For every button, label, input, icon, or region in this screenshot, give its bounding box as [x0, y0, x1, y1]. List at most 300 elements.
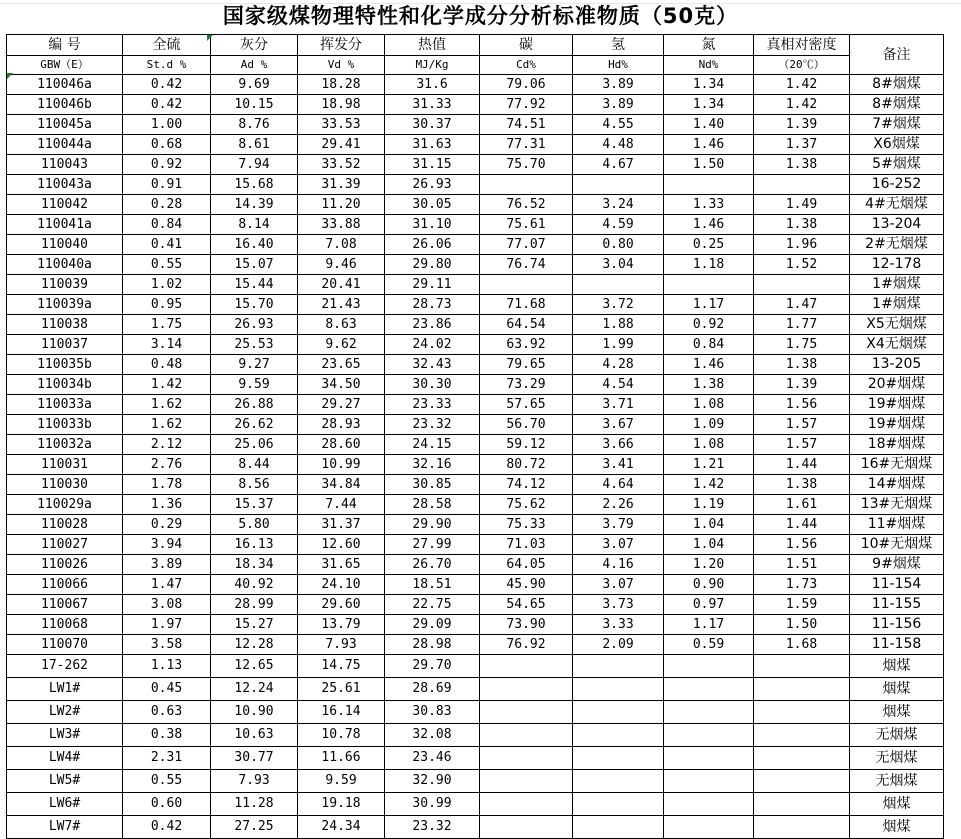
cell-volatile[interactable]: 19.18 — [298, 793, 385, 816]
cell-nitrogen[interactable]: 1.19 — [664, 495, 754, 515]
cell-volatile[interactable]: 7.08 — [298, 235, 385, 255]
cell-volatile[interactable]: 34.50 — [298, 375, 385, 395]
cell-id[interactable]: LW4# — [7, 747, 123, 770]
cell-volatile[interactable]: 14.75 — [298, 655, 385, 678]
cell-volatile[interactable]: 33.88 — [298, 215, 385, 235]
cell-note[interactable]: 14#烟煤 — [850, 475, 944, 495]
cell-carbon[interactable]: 75.61 — [480, 215, 573, 235]
cell-density[interactable]: 1.77 — [754, 315, 850, 335]
cell-sulfur[interactable]: 3.14 — [123, 335, 211, 355]
cell-carbon[interactable]: 79.65 — [480, 355, 573, 375]
cell-volatile[interactable]: 11.20 — [298, 195, 385, 215]
cell-nitrogen[interactable] — [664, 655, 754, 678]
cell-ash[interactable]: 26.62 — [211, 415, 298, 435]
cell-sulfur[interactable]: 0.29 — [123, 515, 211, 535]
cell-id[interactable]: LW2# — [7, 701, 123, 724]
cell-ash[interactable]: 12.24 — [211, 678, 298, 701]
cell-carbon[interactable]: 57.65 — [480, 395, 573, 415]
cell-carbon[interactable] — [480, 770, 573, 793]
cell-ash[interactable]: 18.34 — [211, 555, 298, 575]
cell-heat[interactable]: 30.05 — [385, 195, 480, 215]
cell-id[interactable]: 110037 — [7, 335, 123, 355]
cell-nitrogen[interactable]: 1.34 — [664, 95, 754, 115]
cell-hydrogen[interactable]: 4.54 — [573, 375, 664, 395]
cell-nitrogen[interactable] — [664, 770, 754, 793]
cell-note[interactable]: 烟煤 — [850, 816, 944, 839]
cell-id[interactable]: 110043a — [7, 175, 123, 195]
cell-ash[interactable]: 26.93 — [211, 315, 298, 335]
cell-volatile[interactable]: 24.10 — [298, 575, 385, 595]
cell-carbon[interactable] — [480, 724, 573, 747]
cell-sulfur[interactable]: 0.42 — [123, 816, 211, 839]
cell-density[interactable] — [754, 793, 850, 816]
cell-volatile[interactable]: 34.84 — [298, 475, 385, 495]
cell-id[interactable]: 110044a — [7, 135, 123, 155]
cell-hydrogen[interactable]: 3.89 — [573, 95, 664, 115]
cell-id[interactable]: 110046a — [7, 75, 123, 95]
cell-sulfur[interactable]: 1.02 — [123, 275, 211, 295]
cell-sulfur[interactable]: 1.13 — [123, 655, 211, 678]
cell-volatile[interactable]: 29.41 — [298, 135, 385, 155]
cell-nitrogen[interactable]: 1.33 — [664, 195, 754, 215]
cell-hydrogen[interactable] — [573, 747, 664, 770]
cell-sulfur[interactable]: 0.91 — [123, 175, 211, 195]
cell-carbon[interactable]: 79.06 — [480, 75, 573, 95]
cell-density[interactable] — [754, 678, 850, 701]
cell-note[interactable]: 7#烟煤 — [850, 115, 944, 135]
cell-hydrogen[interactable] — [573, 678, 664, 701]
cell-nitrogen[interactable] — [664, 701, 754, 724]
header-unit-nitrogen[interactable]: Nd% — [664, 56, 754, 75]
cell-nitrogen[interactable]: 0.25 — [664, 235, 754, 255]
cell-carbon[interactable]: 76.92 — [480, 635, 573, 655]
cell-hydrogen[interactable] — [573, 724, 664, 747]
cell-heat[interactable]: 28.73 — [385, 295, 480, 315]
cell-ash[interactable]: 10.63 — [211, 724, 298, 747]
cell-id[interactable]: 110028 — [7, 515, 123, 535]
cell-density[interactable]: 1.59 — [754, 595, 850, 615]
cell-ash[interactable]: 40.92 — [211, 575, 298, 595]
cell-density[interactable]: 1.50 — [754, 615, 850, 635]
cell-volatile[interactable]: 10.78 — [298, 724, 385, 747]
cell-note[interactable]: 无烟煤 — [850, 724, 944, 747]
cell-sulfur[interactable]: 0.95 — [123, 295, 211, 315]
cell-note[interactable]: 1#烟煤 — [850, 275, 944, 295]
cell-id[interactable]: LW1# — [7, 678, 123, 701]
cell-carbon[interactable]: 64.54 — [480, 315, 573, 335]
cell-note[interactable]: 19#烟煤 — [850, 395, 944, 415]
cell-ash[interactable]: 16.40 — [211, 235, 298, 255]
cell-id[interactable]: 110068 — [7, 615, 123, 635]
cell-sulfur[interactable]: 3.89 — [123, 555, 211, 575]
cell-hydrogen[interactable] — [573, 816, 664, 839]
cell-volatile[interactable]: 7.44 — [298, 495, 385, 515]
cell-volatile[interactable]: 10.99 — [298, 455, 385, 475]
cell-density[interactable] — [754, 724, 850, 747]
cell-ash[interactable]: 7.93 — [211, 770, 298, 793]
cell-ash[interactable]: 15.44 — [211, 275, 298, 295]
cell-heat[interactable]: 26.70 — [385, 555, 480, 575]
cell-id[interactable]: 17-262 — [7, 655, 123, 678]
cell-heat[interactable]: 23.46 — [385, 747, 480, 770]
cell-carbon[interactable]: 71.68 — [480, 295, 573, 315]
cell-heat[interactable]: 30.30 — [385, 375, 480, 395]
cell-hydrogen[interactable]: 1.99 — [573, 335, 664, 355]
cell-sulfur[interactable]: 3.58 — [123, 635, 211, 655]
cell-heat[interactable]: 23.32 — [385, 415, 480, 435]
header-cell-volatile[interactable]: 挥发分 — [298, 35, 385, 56]
cell-hydrogen[interactable]: 3.07 — [573, 575, 664, 595]
header-cell-density[interactable]: 真相对密度 — [754, 35, 850, 56]
cell-note[interactable]: 11-154 — [850, 575, 944, 595]
cell-ash[interactable]: 25.53 — [211, 335, 298, 355]
cell-ash[interactable]: 8.56 — [211, 475, 298, 495]
cell-ash[interactable]: 11.28 — [211, 793, 298, 816]
cell-heat[interactable]: 31.10 — [385, 215, 480, 235]
cell-carbon[interactable]: 75.70 — [480, 155, 573, 175]
cell-volatile[interactable]: 21.43 — [298, 295, 385, 315]
cell-volatile[interactable]: 12.60 — [298, 535, 385, 555]
cell-ash[interactable]: 15.68 — [211, 175, 298, 195]
cell-density[interactable]: 1.51 — [754, 555, 850, 575]
cell-id[interactable]: LW6# — [7, 793, 123, 816]
cell-hydrogen[interactable]: 4.55 — [573, 115, 664, 135]
cell-hydrogen[interactable]: 2.09 — [573, 635, 664, 655]
cell-carbon[interactable]: 56.70 — [480, 415, 573, 435]
cell-nitrogen[interactable] — [664, 275, 754, 295]
cell-hydrogen[interactable]: 0.80 — [573, 235, 664, 255]
cell-density[interactable] — [754, 701, 850, 724]
cell-heat[interactable]: 31.15 — [385, 155, 480, 175]
cell-sulfur[interactable]: 0.41 — [123, 235, 211, 255]
cell-density[interactable]: 1.47 — [754, 295, 850, 315]
cell-id[interactable]: LW5# — [7, 770, 123, 793]
cell-sulfur[interactable]: 0.28 — [123, 195, 211, 215]
cell-ash[interactable]: 8.44 — [211, 455, 298, 475]
cell-volatile[interactable]: 18.28 — [298, 75, 385, 95]
cell-heat[interactable]: 23.32 — [385, 816, 480, 839]
header-unit-volatile[interactable]: Vd % — [298, 56, 385, 75]
cell-sulfur[interactable]: 0.55 — [123, 770, 211, 793]
cell-density[interactable]: 1.57 — [754, 415, 850, 435]
cell-sulfur[interactable]: 2.31 — [123, 747, 211, 770]
cell-volatile[interactable]: 7.93 — [298, 635, 385, 655]
cell-nitrogen[interactable]: 1.46 — [664, 215, 754, 235]
cell-heat[interactable]: 31.33 — [385, 95, 480, 115]
cell-density[interactable]: 1.38 — [754, 215, 850, 235]
cell-id[interactable]: 110030 — [7, 475, 123, 495]
cell-sulfur[interactable]: 0.92 — [123, 155, 211, 175]
cell-id[interactable]: 110045a — [7, 115, 123, 135]
header-unit-hydrogen[interactable]: Hd% — [573, 56, 664, 75]
cell-carbon[interactable]: 63.92 — [480, 335, 573, 355]
cell-density[interactable]: 1.75 — [754, 335, 850, 355]
cell-carbon[interactable]: 73.29 — [480, 375, 573, 395]
cell-density[interactable] — [754, 770, 850, 793]
cell-ash[interactable]: 28.99 — [211, 595, 298, 615]
cell-note[interactable]: 烟煤 — [850, 655, 944, 678]
cell-ash[interactable]: 8.76 — [211, 115, 298, 135]
cell-density[interactable]: 1.38 — [754, 355, 850, 375]
cell-note[interactable]: 无烟煤 — [850, 770, 944, 793]
cell-carbon[interactable] — [480, 747, 573, 770]
cell-ash[interactable]: 9.59 — [211, 375, 298, 395]
cell-hydrogen[interactable] — [573, 701, 664, 724]
cell-ash[interactable]: 15.27 — [211, 615, 298, 635]
cell-hydrogen[interactable]: 4.28 — [573, 355, 664, 375]
cell-nitrogen[interactable] — [664, 816, 754, 839]
cell-heat[interactable]: 24.15 — [385, 435, 480, 455]
cell-nitrogen[interactable]: 1.18 — [664, 255, 754, 275]
cell-hydrogen[interactable]: 3.24 — [573, 195, 664, 215]
cell-note[interactable]: 10#无烟煤 — [850, 535, 944, 555]
cell-carbon[interactable]: 80.72 — [480, 455, 573, 475]
cell-carbon[interactable]: 64.05 — [480, 555, 573, 575]
cell-hydrogen[interactable]: 4.48 — [573, 135, 664, 155]
cell-ash[interactable]: 14.39 — [211, 195, 298, 215]
cell-nitrogen[interactable]: 1.09 — [664, 415, 754, 435]
cell-id[interactable]: 110041a — [7, 215, 123, 235]
cell-ash[interactable]: 10.90 — [211, 701, 298, 724]
cell-density[interactable]: 1.56 — [754, 535, 850, 555]
header-cell-note[interactable]: 备注 — [850, 35, 944, 75]
cell-note[interactable]: 8#烟煤 — [850, 95, 944, 115]
cell-nitrogen[interactable]: 1.38 — [664, 375, 754, 395]
cell-ash[interactable]: 25.06 — [211, 435, 298, 455]
cell-carbon[interactable]: 75.33 — [480, 515, 573, 535]
cell-sulfur[interactable]: 0.42 — [123, 75, 211, 95]
cell-heat[interactable]: 27.99 — [385, 535, 480, 555]
cell-note[interactable]: 20#烟煤 — [850, 375, 944, 395]
cell-id[interactable]: 110042 — [7, 195, 123, 215]
cell-density[interactable]: 1.96 — [754, 235, 850, 255]
cell-ash[interactable]: 26.88 — [211, 395, 298, 415]
cell-hydrogen[interactable]: 1.88 — [573, 315, 664, 335]
cell-carbon[interactable]: 77.31 — [480, 135, 573, 155]
cell-sulfur[interactable]: 1.42 — [123, 375, 211, 395]
cell-note[interactable]: 5#烟煤 — [850, 155, 944, 175]
cell-heat[interactable]: 32.43 — [385, 355, 480, 375]
cell-heat[interactable]: 29.11 — [385, 275, 480, 295]
cell-ash[interactable]: 30.77 — [211, 747, 298, 770]
cell-sulfur[interactable]: 1.78 — [123, 475, 211, 495]
header-cell-sulfur[interactable]: 全硫 — [123, 35, 211, 56]
cell-volatile[interactable]: 18.98 — [298, 95, 385, 115]
cell-note[interactable]: 2#无烟煤 — [850, 235, 944, 255]
cell-sulfur[interactable]: 2.76 — [123, 455, 211, 475]
cell-heat[interactable]: 32.08 — [385, 724, 480, 747]
cell-ash[interactable]: 12.28 — [211, 635, 298, 655]
cell-sulfur[interactable]: 3.94 — [123, 535, 211, 555]
header-cell-ash[interactable]: 灰分 — [211, 35, 298, 56]
cell-heat[interactable]: 30.37 — [385, 115, 480, 135]
cell-note[interactable]: 11-155 — [850, 595, 944, 615]
cell-hydrogen[interactable]: 3.66 — [573, 435, 664, 455]
cell-hydrogen[interactable]: 3.33 — [573, 615, 664, 635]
cell-sulfur[interactable]: 0.38 — [123, 724, 211, 747]
cell-note[interactable]: 18#烟煤 — [850, 435, 944, 455]
cell-density[interactable]: 1.37 — [754, 135, 850, 155]
header-cell-heat[interactable]: 热值 — [385, 35, 480, 56]
cell-heat[interactable]: 26.06 — [385, 235, 480, 255]
cell-hydrogen[interactable]: 3.04 — [573, 255, 664, 275]
cell-density[interactable]: 1.56 — [754, 395, 850, 415]
cell-density[interactable] — [754, 816, 850, 839]
cell-hydrogen[interactable] — [573, 770, 664, 793]
cell-nitrogen[interactable]: 0.84 — [664, 335, 754, 355]
cell-nitrogen[interactable]: 1.08 — [664, 435, 754, 455]
cell-nitrogen[interactable]: 1.04 — [664, 515, 754, 535]
cell-heat[interactable]: 22.75 — [385, 595, 480, 615]
cell-nitrogen[interactable]: 1.42 — [664, 475, 754, 495]
cell-ash[interactable]: 15.70 — [211, 295, 298, 315]
cell-hydrogen[interactable]: 3.89 — [573, 75, 664, 95]
cell-volatile[interactable]: 29.27 — [298, 395, 385, 415]
cell-heat[interactable]: 30.83 — [385, 701, 480, 724]
cell-density[interactable] — [754, 747, 850, 770]
cell-hydrogen[interactable]: 3.67 — [573, 415, 664, 435]
cell-sulfur[interactable]: 1.36 — [123, 495, 211, 515]
cell-density[interactable]: 1.44 — [754, 515, 850, 535]
cell-id[interactable]: 110033a — [7, 395, 123, 415]
cell-ash[interactable]: 27.25 — [211, 816, 298, 839]
cell-heat[interactable]: 28.69 — [385, 678, 480, 701]
cell-id[interactable]: 110027 — [7, 535, 123, 555]
cell-carbon[interactable]: 59.12 — [480, 435, 573, 455]
cell-id[interactable]: 110046b — [7, 95, 123, 115]
cell-id[interactable]: 110070 — [7, 635, 123, 655]
cell-volatile[interactable]: 9.59 — [298, 770, 385, 793]
cell-note[interactable]: 1#烟煤 — [850, 295, 944, 315]
cell-note[interactable]: X6烟煤 — [850, 135, 944, 155]
cell-nitrogen[interactable] — [664, 747, 754, 770]
cell-heat[interactable]: 30.99 — [385, 793, 480, 816]
cell-id[interactable]: 110067 — [7, 595, 123, 615]
cell-carbon[interactable] — [480, 275, 573, 295]
cell-nitrogen[interactable]: 0.97 — [664, 595, 754, 615]
cell-nitrogen[interactable] — [664, 724, 754, 747]
cell-volatile[interactable]: 31.37 — [298, 515, 385, 535]
cell-nitrogen[interactable]: 1.17 — [664, 615, 754, 635]
cell-hydrogen[interactable] — [573, 275, 664, 295]
cell-nitrogen[interactable]: 1.46 — [664, 135, 754, 155]
cell-id[interactable]: 110039a — [7, 295, 123, 315]
cell-carbon[interactable] — [480, 678, 573, 701]
cell-hydrogen[interactable]: 3.79 — [573, 515, 664, 535]
header-unit-sulfur[interactable]: St.d % — [123, 56, 211, 75]
cell-id[interactable]: 110033b — [7, 415, 123, 435]
cell-sulfur[interactable]: 2.12 — [123, 435, 211, 455]
cell-sulfur[interactable]: 0.84 — [123, 215, 211, 235]
cell-carbon[interactable]: 74.12 — [480, 475, 573, 495]
cell-volatile[interactable]: 31.65 — [298, 555, 385, 575]
cell-volatile[interactable]: 9.62 — [298, 335, 385, 355]
cell-density[interactable] — [754, 175, 850, 195]
cell-density[interactable]: 1.39 — [754, 115, 850, 135]
cell-note[interactable]: 烟煤 — [850, 701, 944, 724]
cell-density[interactable]: 1.38 — [754, 155, 850, 175]
cell-note[interactable]: 12-178 — [850, 255, 944, 275]
cell-nitrogen[interactable]: 1.04 — [664, 535, 754, 555]
cell-density[interactable]: 1.73 — [754, 575, 850, 595]
cell-ash[interactable]: 10.15 — [211, 95, 298, 115]
cell-hydrogen[interactable] — [573, 175, 664, 195]
cell-volatile[interactable]: 28.60 — [298, 435, 385, 455]
cell-hydrogen[interactable]: 3.07 — [573, 535, 664, 555]
cell-sulfur[interactable]: 1.62 — [123, 415, 211, 435]
cell-volatile[interactable]: 9.46 — [298, 255, 385, 275]
cell-sulfur[interactable]: 1.47 — [123, 575, 211, 595]
cell-volatile[interactable]: 24.34 — [298, 816, 385, 839]
header-cell-id[interactable]: 编 号 — [7, 35, 123, 56]
cell-nitrogen[interactable]: 0.59 — [664, 635, 754, 655]
header-unit-id[interactable]: GBW（E） — [7, 56, 123, 75]
cell-id[interactable]: 110040 — [7, 235, 123, 255]
cell-ash[interactable]: 8.61 — [211, 135, 298, 155]
cell-note[interactable]: 13-204 — [850, 215, 944, 235]
cell-id[interactable]: 110066 — [7, 575, 123, 595]
cell-hydrogen[interactable] — [573, 655, 664, 678]
cell-note[interactable]: 8#烟煤 — [850, 75, 944, 95]
cell-volatile[interactable]: 31.39 — [298, 175, 385, 195]
cell-density[interactable]: 1.49 — [754, 195, 850, 215]
cell-heat[interactable]: 29.09 — [385, 615, 480, 635]
cell-sulfur[interactable]: 1.97 — [123, 615, 211, 635]
cell-heat[interactable]: 28.98 — [385, 635, 480, 655]
cell-nitrogen[interactable]: 1.50 — [664, 155, 754, 175]
cell-density[interactable]: 1.68 — [754, 635, 850, 655]
cell-carbon[interactable] — [480, 816, 573, 839]
cell-id[interactable]: 110029a — [7, 495, 123, 515]
cell-carbon[interactable]: 77.07 — [480, 235, 573, 255]
cell-note[interactable]: 9#烟煤 — [850, 555, 944, 575]
cell-carbon[interactable]: 77.92 — [480, 95, 573, 115]
cell-hydrogen[interactable]: 3.41 — [573, 455, 664, 475]
header-unit-density[interactable]: （20℃） — [754, 56, 850, 75]
cell-carbon[interactable]: 74.51 — [480, 115, 573, 135]
cell-heat[interactable]: 31.63 — [385, 135, 480, 155]
cell-hydrogen[interactable]: 4.16 — [573, 555, 664, 575]
cell-sulfur[interactable]: 0.42 — [123, 95, 211, 115]
cell-density[interactable]: 1.52 — [754, 255, 850, 275]
cell-carbon[interactable]: 76.52 — [480, 195, 573, 215]
cell-volatile[interactable]: 16.14 — [298, 701, 385, 724]
header-unit-heat[interactable]: MJ/Kg — [385, 56, 480, 75]
cell-hydrogen[interactable]: 4.59 — [573, 215, 664, 235]
cell-heat[interactable]: 23.86 — [385, 315, 480, 335]
cell-ash[interactable]: 15.07 — [211, 255, 298, 275]
cell-sulfur[interactable]: 1.00 — [123, 115, 211, 135]
cell-ash[interactable]: 9.27 — [211, 355, 298, 375]
cell-density[interactable]: 1.42 — [754, 95, 850, 115]
cell-carbon[interactable]: 73.90 — [480, 615, 573, 635]
cell-density[interactable] — [754, 655, 850, 678]
cell-id[interactable]: 110026 — [7, 555, 123, 575]
cell-note[interactable]: 烟煤 — [850, 678, 944, 701]
cell-id[interactable]: 110040a — [7, 255, 123, 275]
cell-note[interactable]: 11-158 — [850, 635, 944, 655]
cell-nitrogen[interactable]: 1.40 — [664, 115, 754, 135]
cell-volatile[interactable]: 25.61 — [298, 678, 385, 701]
cell-carbon[interactable]: 54.65 — [480, 595, 573, 615]
cell-hydrogen[interactable] — [573, 793, 664, 816]
header-cell-nitrogen[interactable]: 氮 — [664, 35, 754, 56]
cell-note[interactable]: X5无烟煤 — [850, 315, 944, 335]
cell-density[interactable]: 1.42 — [754, 75, 850, 95]
cell-id[interactable]: LW3# — [7, 724, 123, 747]
cell-note[interactable]: 13#无烟煤 — [850, 495, 944, 515]
cell-heat[interactable]: 29.90 — [385, 515, 480, 535]
